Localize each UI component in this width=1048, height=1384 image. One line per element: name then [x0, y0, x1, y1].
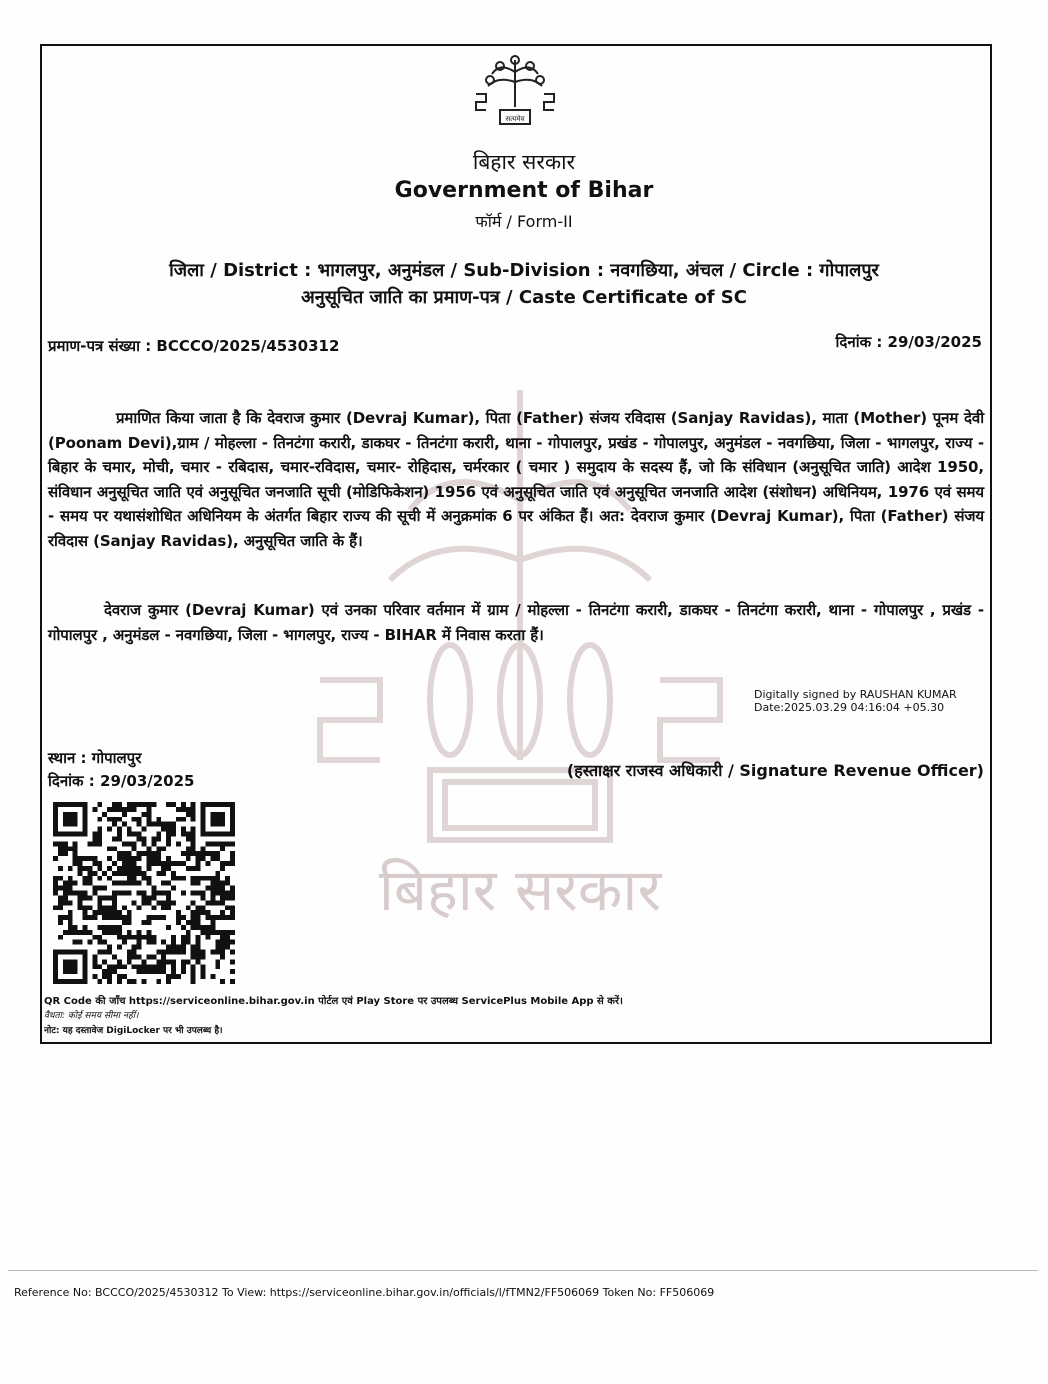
digital-signature-line-2: Date:2025.03.29 04:16:04 +05.30: [754, 701, 945, 714]
district-line: जिला / District : भागलपुर, अनुमंडल / Sub-Division : नवगछिया, अंचल / Circle : गोपालपुर: [169, 260, 879, 281]
certificate-date: दिनांक : 29/03/2025: [835, 333, 982, 351]
digital-signature-line-1: Digitally signed by RAUSHAN KUMAR: [754, 688, 957, 701]
validity-note: वैधता: कोई समय सीमा नहीं।: [44, 1011, 139, 1021]
qr-code: [50, 802, 238, 984]
footer-reference: Reference No: BCCCO/2025/4530312 To View: https://serviceonline.bihar.gov.in/officials/l/fTMN2/FF506069 Token No: FF506069: [14, 1286, 715, 1299]
certificate-number: प्रमाण-पत्र संख्या : BCCCO/2025/4530312: [48, 337, 340, 355]
signature-label: (हस्ताक्षर राजस्व अधिकारी / Signature Revenue Officer): [566, 761, 984, 780]
english-title: Government of Bihar: [394, 178, 654, 203]
place-line: स्थान : गोपालपुर: [48, 749, 142, 767]
bihar-emblem-icon: [470, 52, 560, 132]
place-date-line: दिनांक : 29/03/2025: [48, 772, 195, 790]
digital-signature: [754, 688, 957, 714]
certificate-title: अनुसूचित जाति का प्रमाण-पत्र / Caste Certificate of SC: [300, 287, 747, 308]
watermark-text: बिहार सरकार: [378, 856, 662, 924]
body-paragraph-1: प्रमाणित किया जाता है कि देवराज कुमार (Devraj Kumar), पिता (Father) संजय रविदास (Sanjay Ravidas), माता (Mother) पूनम देवी (Poonam Devi),ग्राम / मोहल्ला - तिनटंगा करारी, डाकघर - तिनटंगा करारी, थाना - गोपालपुर, प्रखंड - गोपालपुर, अनुमंडल - नवगछिया, जिला - भागलपुर, राज्य - बिहार के चमार, मोची, चमार - रबिदास, चमार-रविदास, चमार- रोहिदास, चर्मरकार ( चमार ) समुदाय के सदस्य हैं, जो कि संविधान (अनुसूचित जाति) आदेश 1950, संविधान अनुसूचित जाति एवं अनुसूचित जनजाति सूची (मोडिफिकेशन) 1956 एवं अनुसूचित जाति एवं अनुसूचित जनजाति आदेश (संशोधन) अधिनियम, 1976 एवं समय - समय पर यथासंशोधित अधिनियम के अंतर्गत बिहार राज्य की सूची में अनुक्रमांक 6 पर अंकित हैं। अत: देवराज कुमार (Devraj Kumar), पिता (Father) संजय रविदास (Sanjay Ravidas), अनुसूचित जाति के हैं।: [48, 409, 984, 550]
hindi-title: बिहार सरकार: [472, 150, 576, 174]
footer-divider: [8, 1270, 1038, 1271]
form-label: फॉर्म / Form-II: [475, 212, 573, 231]
digilocker-note: नोट: यह दस्तावेज DigiLocker पर भी उपलब्ध है।: [44, 1026, 223, 1036]
emblem-text: सत्यमेव: [505, 115, 525, 123]
qr-note: QR Code की जाँच https://serviceonline.bihar.gov.in पोर्टल एवं Play Store पर उपलब्ध ServicePlus Mobile App से करें।: [44, 996, 623, 1007]
body-paragraph-2: देवराज कुमार (Devraj Kumar) एवं उनका परिवार वर्तमान में ग्राम / मोहल्ला - तिनटंगा करारी, डाकघर - तिनटंगा करारी, थाना - गोपालपुर , प्रखंड - गोपालपुर , अनुमंडल - नवगछिया, जिला - भागलपुर, राज्य - BIHAR में निवास करता हैं।: [48, 601, 984, 644]
